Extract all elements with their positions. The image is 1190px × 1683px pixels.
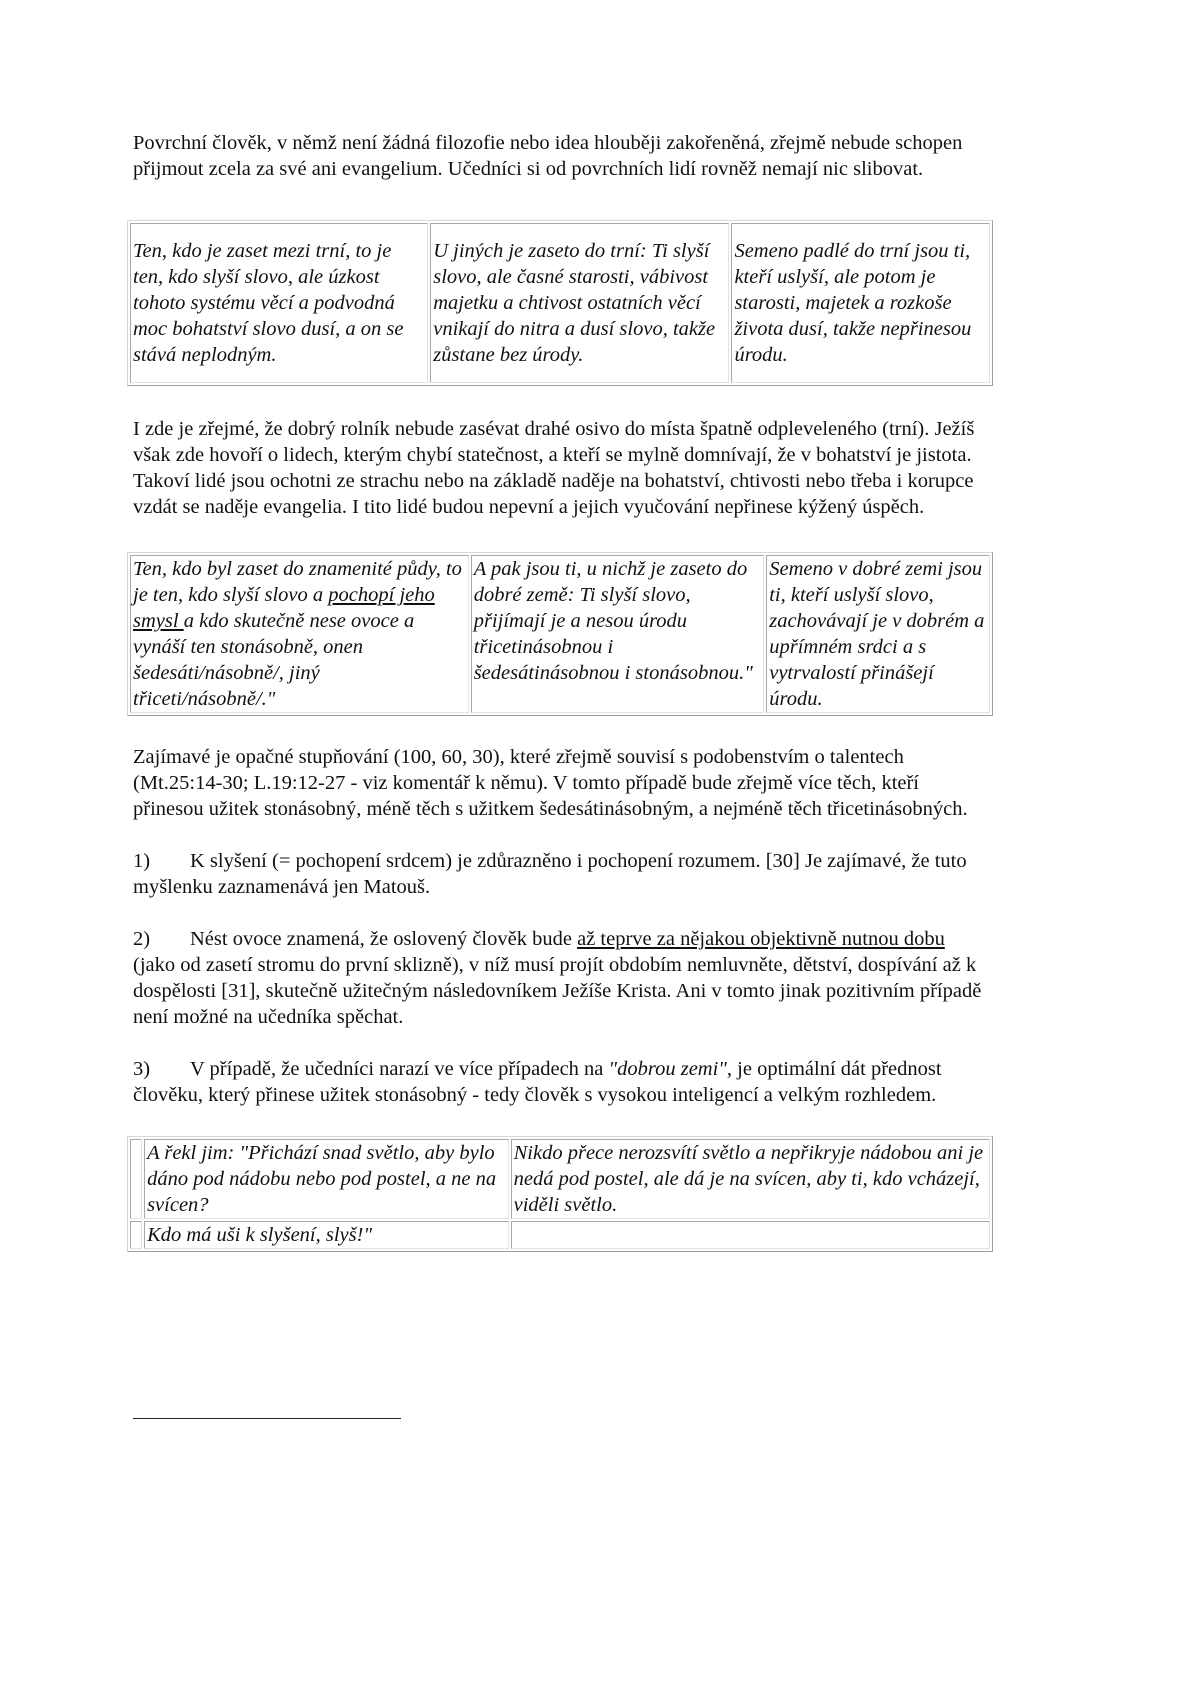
table-row	[130, 1221, 990, 1249]
table-cell-mark: A řekl jim: "Přichází snad světlo, aby bylo dáno pod nádobu nebo pod postel, a ne na svícen?	[144, 1139, 509, 1219]
paragraph-good-farmer: I zde je zřejmé, že dobrý rolník nebude zasévat drahé osivo do místa špatně odpleveleného (trní). Ježíš však zde hovoří o lidech, kterým chybí statečnost, a kteří se mylně domnívají, že v bohatství je jistota. Takoví lidé jsou ochotni ze strachu nebo na základě naděje na bohatství, chtivosti nebo třeba i korupce vzdát se naděje evangelia. I tito lidé budou nepevní a jejich vyučování nepřinese kýžený úspěch.	[133, 418, 975, 518]
cell-text: Ten, kdo byl zaset do znamenité půdy, to je ten, kdo slyší slovo a	[133, 558, 462, 606]
point-number: 1)	[133, 850, 151, 872]
table-cell-mark: Kdo má uši k slyšení, slyš!"	[144, 1221, 509, 1249]
point-text: , je optimální dát přednost člověku, který přinese užitek stonásobný - tedy člověk s vysokou inteligencí a velkým rozhledem.	[133, 1058, 942, 1106]
table-cell-matthew	[130, 555, 469, 713]
underlined-phrase: pochopí jeho smysl	[133, 584, 435, 632]
table-cell-spacer	[130, 1139, 142, 1219]
table-cell-mark: A pak jsou ti, u nichž je zaseto do dobré země: Ti slyší slovo, přijímají je a nesou úrodu třicetinásobnou i šedesátinásobnou i stonásobnou."	[471, 555, 765, 713]
table-cell-luke: Semeno padlé do trní jsou ti, kteří uslyší, ale potom je starosti, majetek a rozkoše života dusí, takže nepřinesou úrodu.	[731, 223, 990, 383]
underlined-phrase: až teprve za nějakou objektivně nutnou dobu	[577, 928, 945, 950]
point-2	[133, 926, 983, 1030]
cell-text: a kdo skutečně nese ovoce a vynáší ten stonásobně, onen šedesáti/násobně/, jiný třiceti/násobně/."	[133, 610, 415, 710]
table-cell-empty	[511, 1221, 990, 1249]
document-page	[133, 130, 993, 1252]
table-cell-matthew: Ten, kdo je zaset mezi trní, to je ten, kdo slyší slovo, ale úzkost tohoto systému věcí a podvodná moc bohatství slovo dusí, a on se stává neplodným.	[130, 223, 428, 383]
point-3	[133, 1056, 983, 1108]
table-cell-mark: U jiných je zaseto do trní: Ti slyší slovo, ale časné starosti, vábivost majetku a chtivost ostatních věcí vnikají do nitra a dusí slovo, takže zůstane bez úrody.	[430, 223, 729, 383]
parallel-table-thorns	[127, 220, 993, 386]
footnote-separator	[133, 1418, 401, 1419]
point-text: V případě, že učedníci narazí ve více případech na	[190, 1058, 609, 1080]
paragraph-opposite-gradation: Zajímavé je opačné stupňování (100, 60, 30), které zřejmě souvisí s podobenstvím o talentech (Mt.25:14-30; L.19:12-27 - viz komentář k němu). V tomto případě bude zřejmě více těch, kteří přinesou užitek stonásobný, méně těch s užitkem šedesátinásobným, a nejméně těch třicetinásobných.	[133, 746, 968, 820]
italic-phrase: "dobrou zemi"	[608, 1058, 727, 1080]
point-text: K slyšení (= pochopení srdcem) je zdůrazněno i pochopení rozumem. [30] Je zajímavé, že tuto myšlenku zaznamenává jen Matouš.	[133, 850, 967, 898]
point-number: 3)	[133, 1058, 151, 1080]
point-text: (jako od zasetí stromu do první sklizně), v níž musí projít obdobím nemluvněte, dětství, dospívání až k dospělosti [31], skutečně užitečným následovníkem Ježíše Krista. Ani v tomto jinak pozitivním případě není možné na učedníka spěchat.	[133, 954, 982, 1028]
table-cell-luke: Nikdo přece nerozsvítí světlo a nepřikryje nádobou ani je nedá pod postel, ale dá je na svícen, aby ti, kdo vcházejí, viděli světlo.	[511, 1139, 990, 1219]
table-row	[130, 1139, 990, 1219]
point-number: 2)	[133, 928, 151, 950]
paragraph-superficial-man: Povrchní člověk, v němž není žádná filozofie nebo idea hlouběji zakořeněná, zřejmě nebude schopen přijmout zcela za své ani evangelium. Učedníci si od povrchních lidí rovněž nemají nic slibovat.	[133, 132, 963, 180]
parallel-table-lamp	[127, 1136, 993, 1252]
table-row	[130, 555, 990, 713]
point-text: Nést ovoce znamená, že oslovený člověk bude	[190, 928, 578, 950]
point-1	[133, 848, 983, 900]
table-row	[130, 223, 990, 383]
table-cell-spacer	[130, 1221, 142, 1249]
table-cell-luke: Semeno v dobré zemi jsou ti, kteří uslyší slovo, zachovávají je v dobrém a upřímném srdci a s vytrvalostí přinášejí úrodu.	[766, 555, 990, 713]
parallel-table-good-soil	[127, 552, 993, 716]
